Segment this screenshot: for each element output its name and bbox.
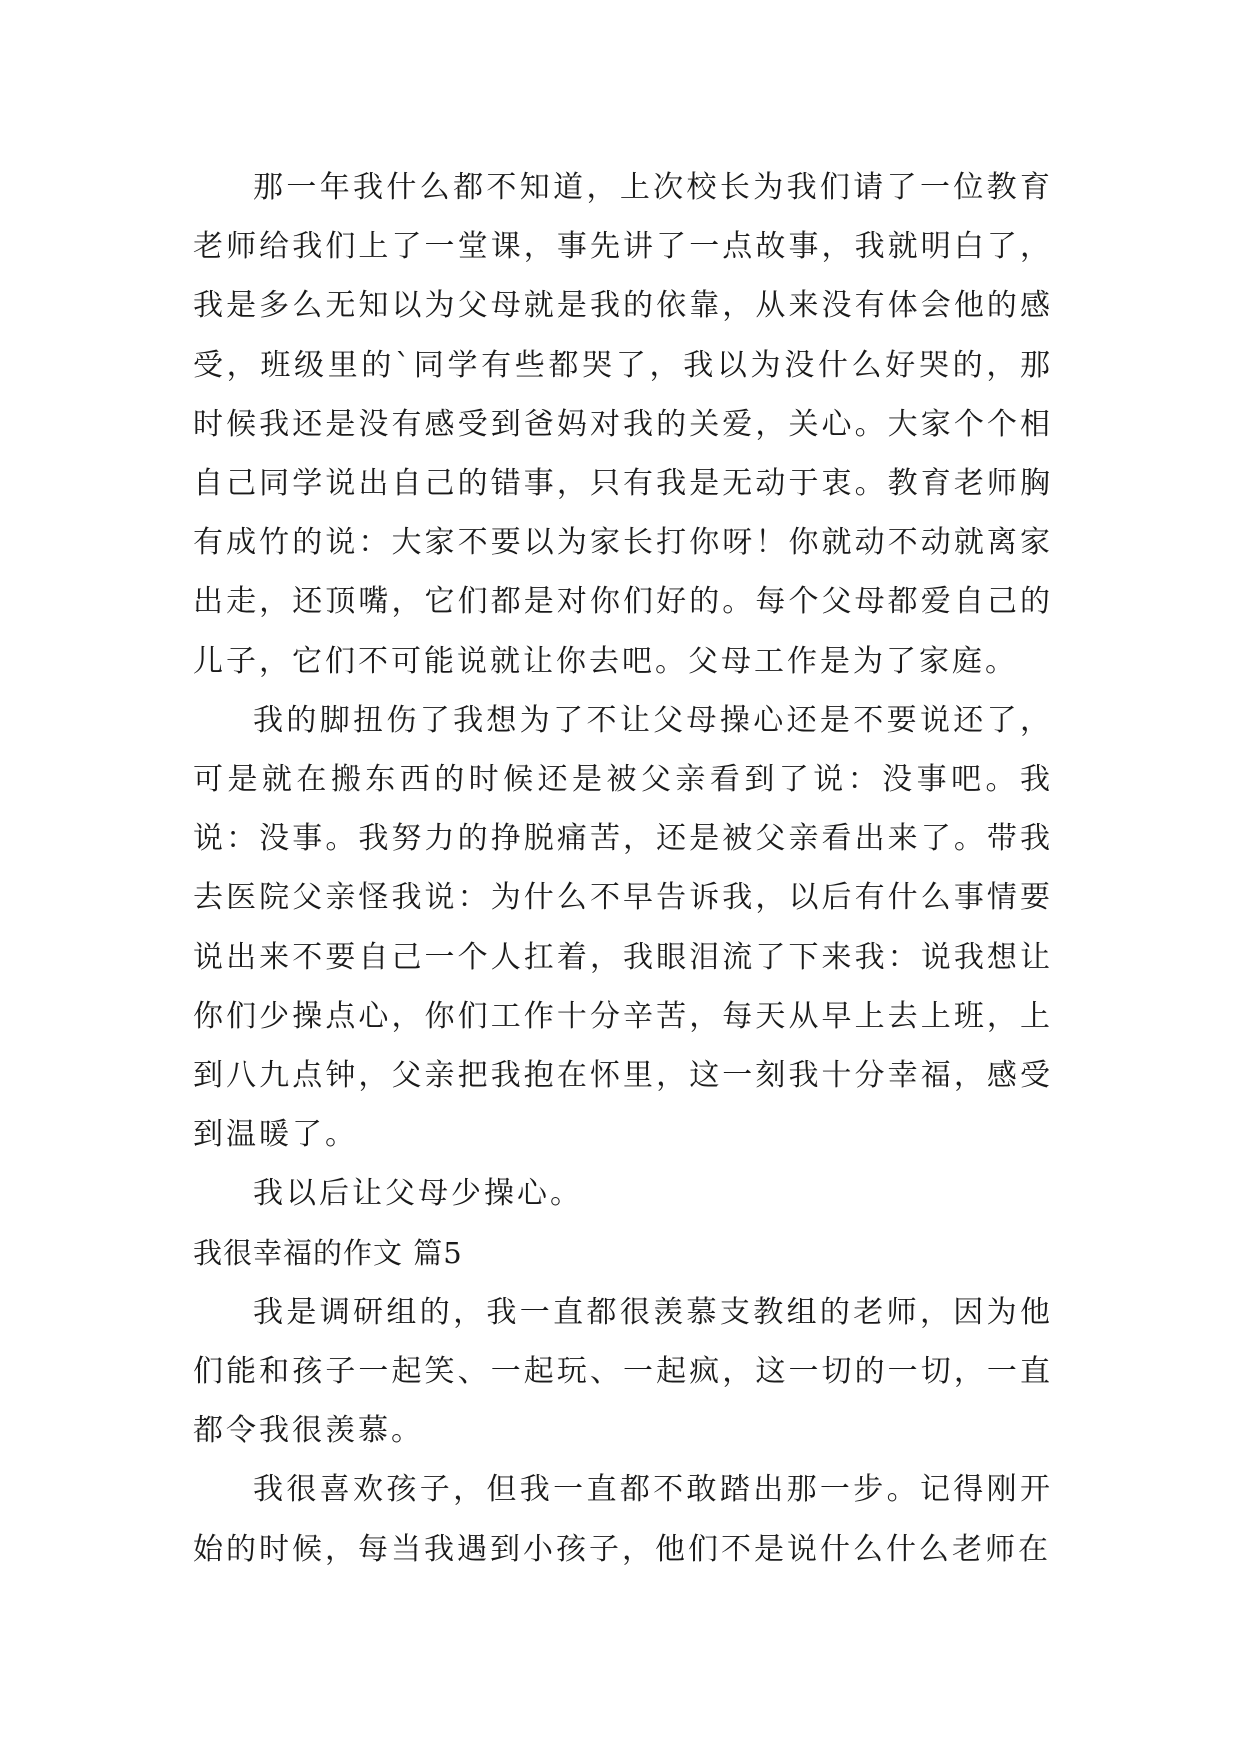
- paragraph-5: 我很喜欢孩子，但我一直都不敢踏出那一步。记得刚开始的时候，每当我遇到小孩子，他们不是说什么什么老师在: [193, 1472, 1053, 1567]
- document-body: [193, 158, 1053, 1579]
- paragraph-2: 我的脚扭伤了我想为了不让父母操心还是不要说还了，可是就在搬东西的时候还是被父亲看到了说：没事吧。我说：没事。我努力的挣脱痛苦，还是被父亲看出来了。带我去医院父亲怪我说：为什么不早告诉我，以后有什么事情要说出来不要自己一个人扛着，我眼泪流了下来我：说我想让你们少操点心，你们工作十分辛苦，每天从早上去上班，上到八九点钟，父亲把我抱在怀里，这一刻我十分幸福，感受到温暖了。: [193, 702, 1053, 1153]
- paragraph-4: 我是调研组的，我一直都很羡慕支教组的老师，因为他们能和孩子一起笑、一起玩、一起疯，这一切的一切，一直都令我很羡慕。: [193, 1294, 1053, 1449]
- paragraph-3: 我以后让父母少操心。: [253, 1176, 583, 1212]
- section-heading: 我很幸福的作文 篇5: [193, 1235, 463, 1270]
- paragraph-1: 那一年我什么都不知道，上次校长为我们请了一位教育老师给我们上了一堂课，事先讲了一点故事，我就明白了，我是多么无知以为父母就是我的依靠，从来没有体会他的感受，班级里的`同学有些都哭了，我以为没什么好哭的，那时候我还是没有感受到爸妈对我的关爱，关心。大家个个相自己同学说出自己的错事，只有我是无动于衷。教育老师胸有成竹的说：大家不要以为家长打你呀！你就动不动就离家出走，还顶嘴，它们都是对你们好的。每个父母都爱自己的儿子，它们不可能说就让你去吧。父母工作是为了家庭。: [193, 170, 1053, 679]
